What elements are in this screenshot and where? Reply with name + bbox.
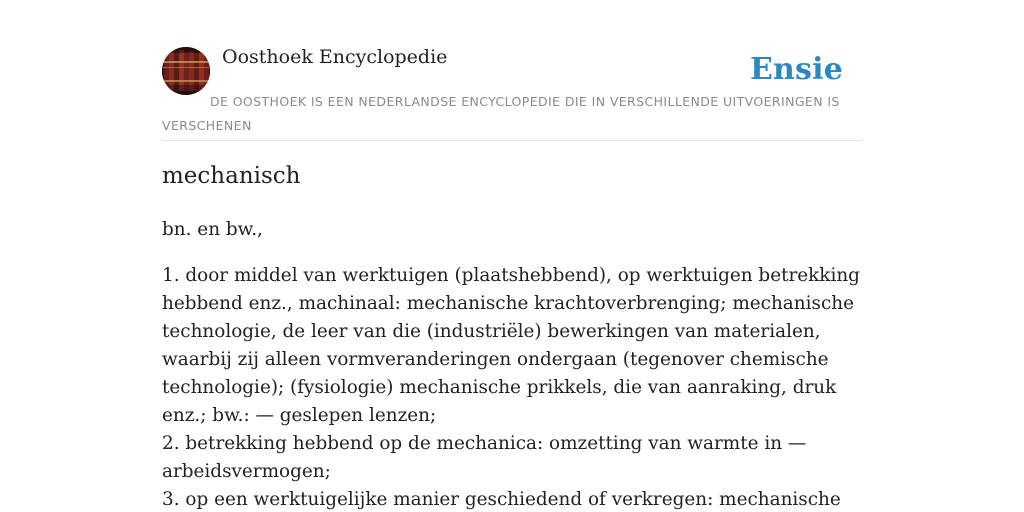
- definition-item: 3. op een werktuigelijke manier geschiedend of verkregen: mechanische: [162, 489, 841, 510]
- entry-title: mechanisch: [162, 163, 301, 189]
- definition-list: [162, 262, 862, 512]
- definition-item: 2. betrekking hebbend op de mechanica: omzetting van warmte in — arbeidsvermogen;: [162, 433, 807, 482]
- site-avatar[interactable]: [162, 47, 210, 95]
- entry-grammar: bn. en bw.,: [162, 219, 263, 240]
- page: [162, 0, 862, 512]
- site-name[interactable]: Oosthoek Encyclopedie: [222, 46, 448, 68]
- encyclopedia-books-icon: [162, 47, 210, 95]
- site-tagline: DE OOSTHOEK IS EEN NEDERLANDSE ENCYCLOPEDIE DIE IN VERSCHILLENDE UITVOERINGEN IS VERSCHENEN: [162, 94, 840, 133]
- definition-item: 1. door middel van werktuigen (plaatshebbend), op werktuigen betrekking hebbend enz., machinaal: mechanische krachtoverbrenging; mechanische technologie, de leer van die (industriële) bewerkingen van materialen, waarbij zij alleen vormveranderingen ondergaan (tegenover chemische technologie); (fysiologie) mechanische prikkels, die van aanraking, druk enz.; bw.: — geslepen lenzen;: [162, 265, 860, 426]
- entry-content: [162, 216, 862, 512]
- brand-logo-link[interactable]: Ensie: [749, 52, 843, 87]
- site-header: [162, 0, 862, 141]
